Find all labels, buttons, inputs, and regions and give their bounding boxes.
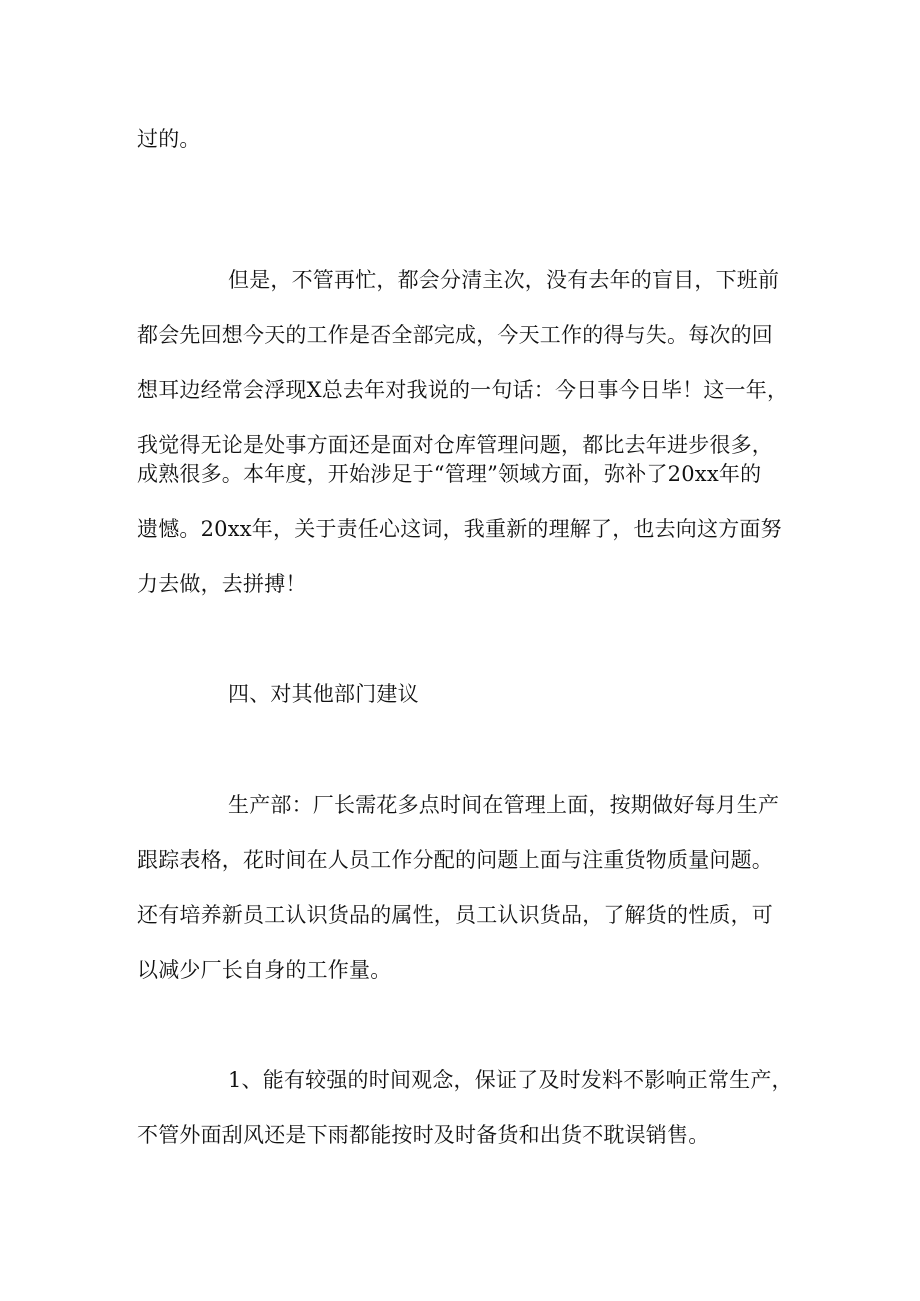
paragraph-line: 但是，不管再忙，都会分清主次，没有去年的盲目，下班前 xyxy=(228,268,780,292)
list-item-line: 不管外面刮风还是下雨都能按时及时备货和出货不耽误销售。 xyxy=(137,1123,710,1147)
paragraph-line: 我觉得无论是处事方面还是面对仓库管理问题，都比去年进步很多， xyxy=(137,433,773,457)
paragraph-line: 生产部：厂长需花多点时间在管理上面，按期做好每月生产 xyxy=(228,793,780,817)
paragraph-line: 力去做，去拼搏！ xyxy=(137,572,307,596)
paragraph-line: 想耳边经常会浮现X总去年对我说的一句话：今日事今日毕！这一年， xyxy=(137,378,789,402)
paragraph-line: 遗憾。20xx年，关于责任心这词，我重新的理解了，也去向这方面努 xyxy=(137,517,782,541)
paragraph-line: 还有培养新员工认识货品的属性，员工认识货品，了解货的性质，可 xyxy=(137,903,773,927)
paragraph-line: 成熟很多。本年度，开始涉足于“管理”领域方面，弥补了20xx年的 xyxy=(137,462,762,486)
paragraph-line: 以减少厂长自身的工作量。 xyxy=(137,958,392,982)
list-item-line: 1、能有较强的时间观念，保证了及时发料不影响正常生产， xyxy=(228,1068,793,1092)
paragraph-line: 跟踪表格，花时间在人员工作分配的问题上面与注重货物质量问题。 xyxy=(137,848,773,872)
paragraph-line: 都会先回想今天的工作是否全部完成，今天工作的得与失。每次的回 xyxy=(137,323,773,347)
paragraph-line: 过的。 xyxy=(137,127,201,151)
section-heading: 四、对其他部门建议 xyxy=(228,682,419,706)
